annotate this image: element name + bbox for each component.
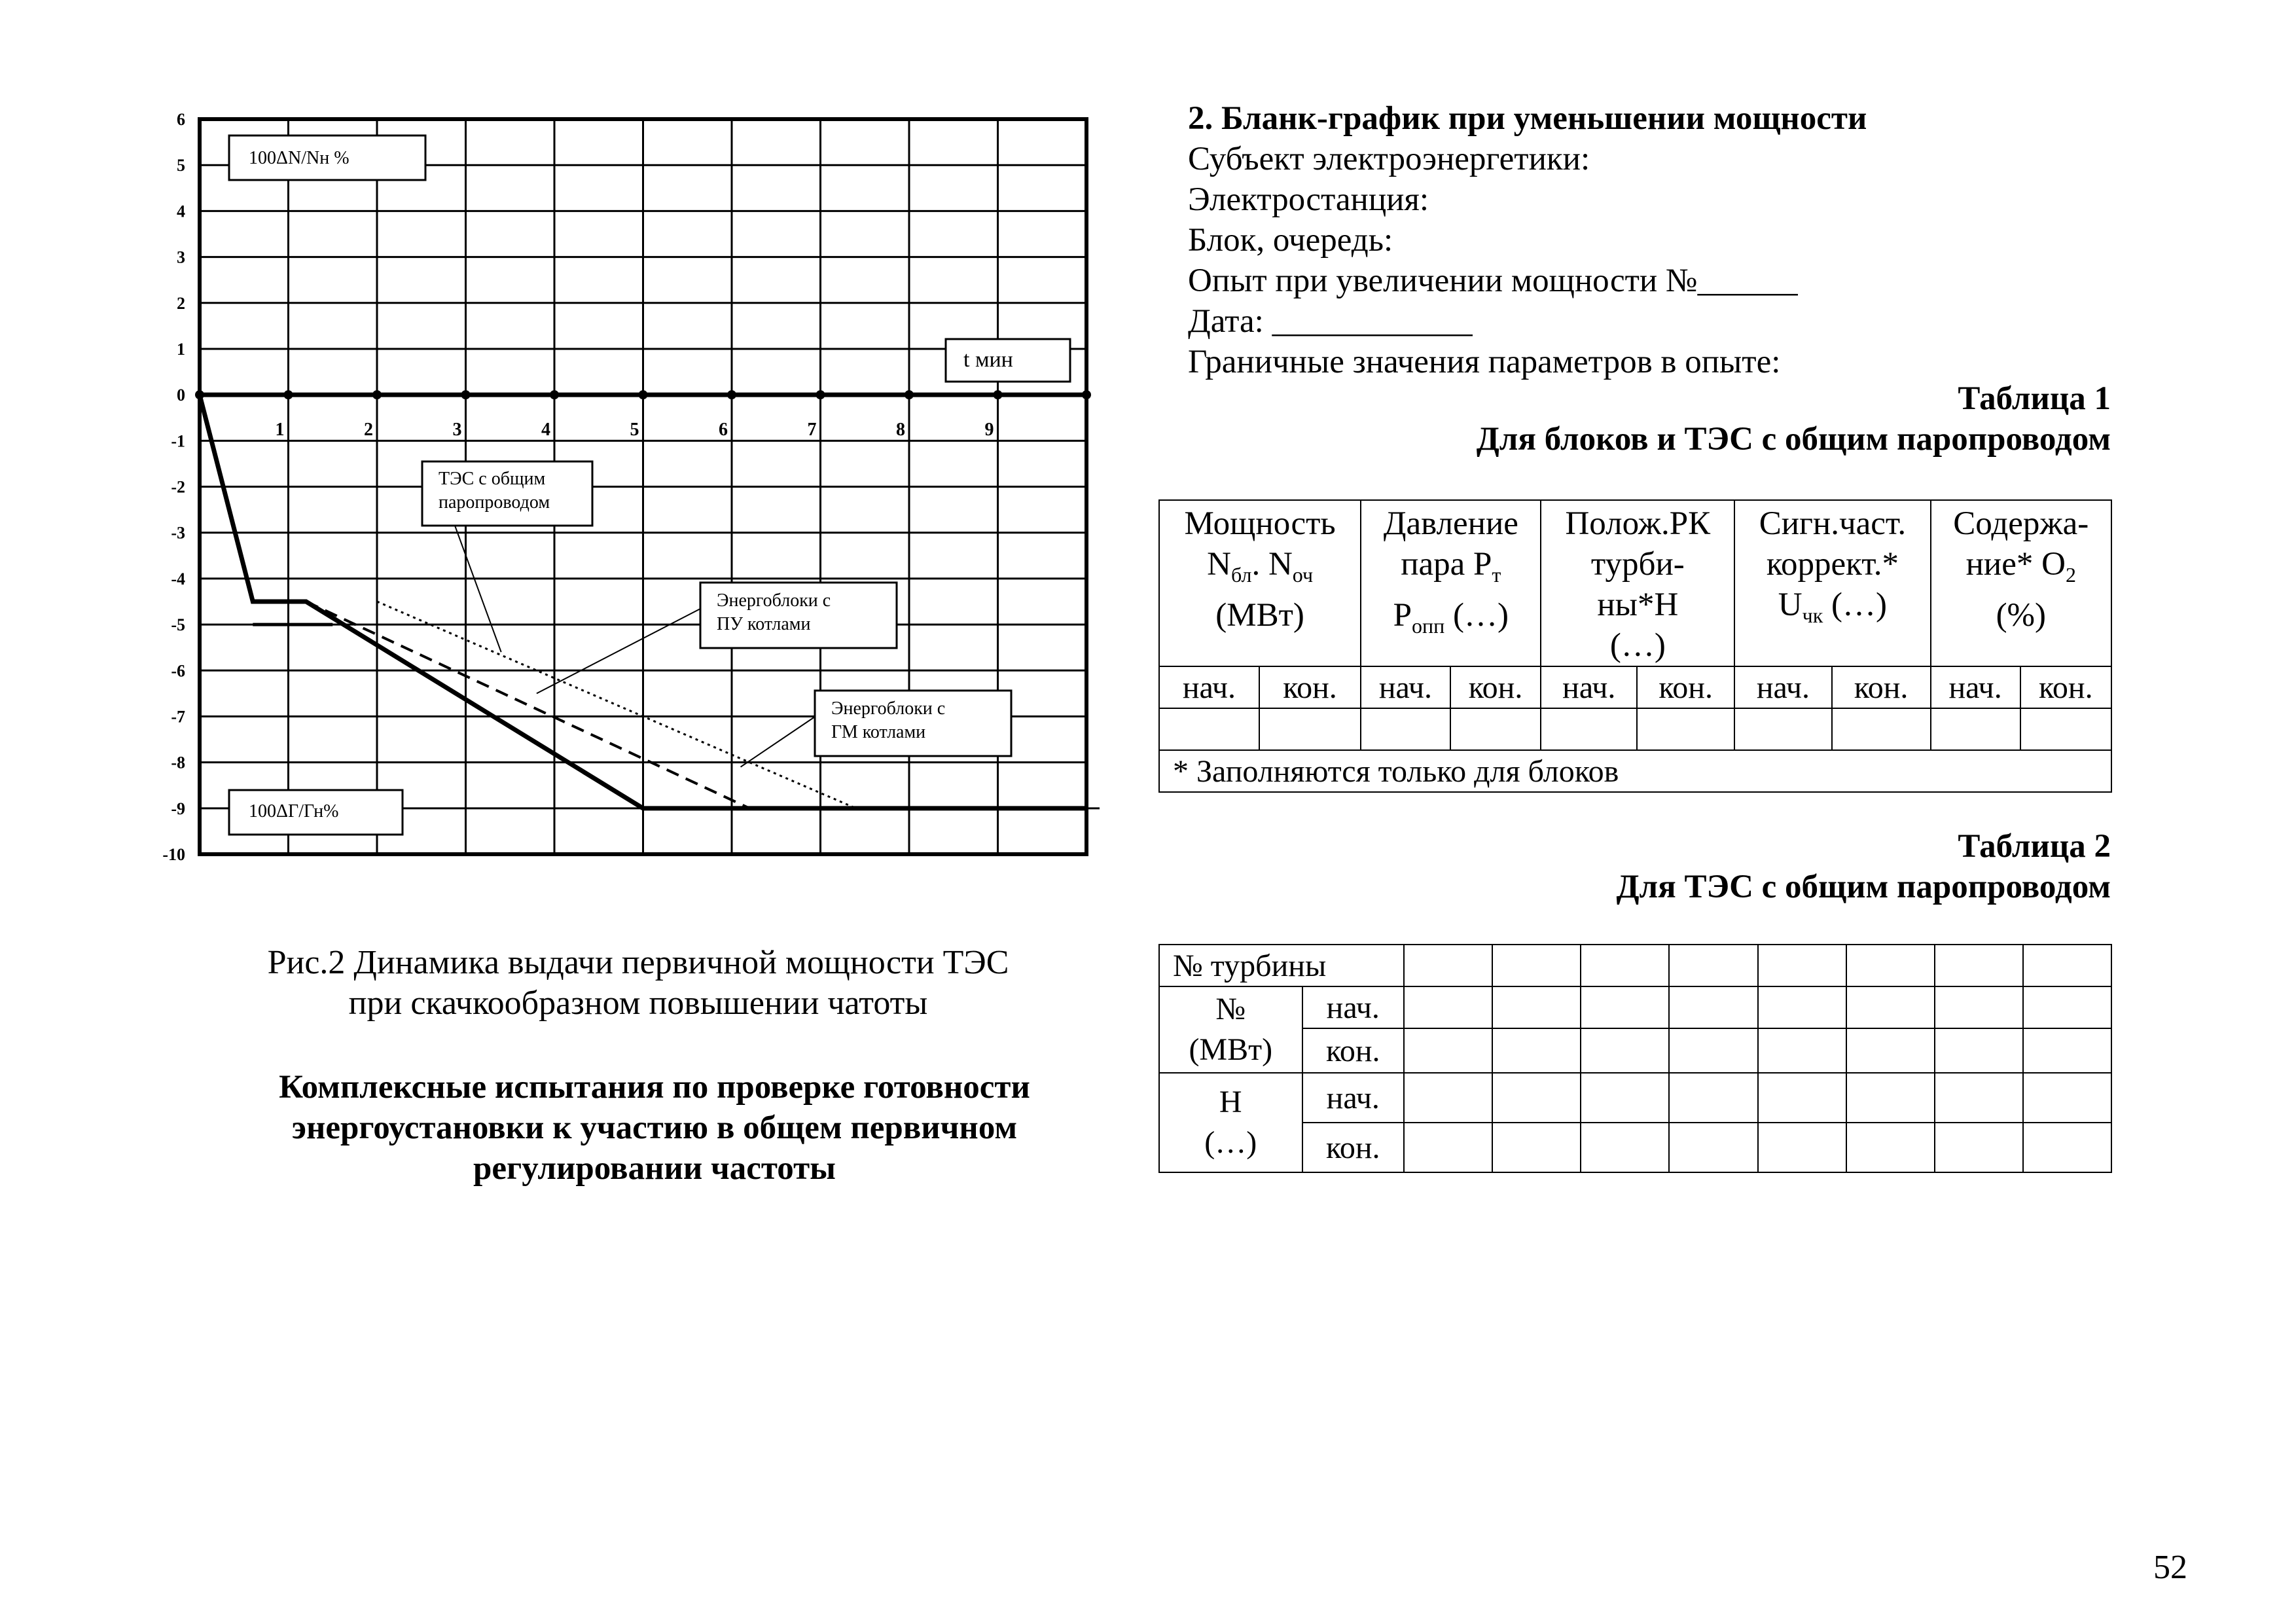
value-cell[interactable] xyxy=(1931,708,2020,750)
start-cell: нач. xyxy=(1931,666,2020,708)
table-footnote: * Заполняются только для блоков xyxy=(1159,750,2111,792)
value-cell[interactable] xyxy=(2023,1123,2111,1172)
caption-line-1: Рис.2 Динамика выдачи первичной мощности ТЭС xyxy=(267,944,1009,981)
y-tick-label: -8 xyxy=(171,753,185,772)
value-cell[interactable] xyxy=(1846,1073,1935,1123)
title-line-1: Комплексные испытания по проверке готовности xyxy=(279,1069,1030,1106)
value-cell[interactable] xyxy=(1935,1028,2023,1073)
y-tick-label: -5 xyxy=(171,615,185,635)
col-oxygen: Содержа- ние* $О_2$ (%) xyxy=(1931,500,2111,666)
value-cell[interactable] xyxy=(1492,986,1581,1028)
x-axis-label: t мин xyxy=(963,348,1013,372)
value-cell[interactable] xyxy=(1404,1073,1492,1123)
axis-dot xyxy=(905,390,914,399)
caption-line-2: при скачкообразном повышении чатоты xyxy=(348,984,928,1022)
title-line-3: регулировании частоты xyxy=(473,1150,836,1187)
top-y-label: 100ΔN/Nн % xyxy=(249,148,350,168)
y-tick-label: 5 xyxy=(177,156,185,175)
value-cell[interactable] xyxy=(1404,986,1492,1028)
y-tick-label: -10 xyxy=(162,845,185,864)
callout-text: ПУ котлами xyxy=(717,614,811,634)
x-tick-label: 2 xyxy=(364,420,373,441)
y-tick-label: 3 xyxy=(177,247,185,267)
start-cell: нач. xyxy=(1361,666,1450,708)
value-cell[interactable] xyxy=(1492,1073,1581,1123)
parameters-table xyxy=(1158,499,2112,793)
axis-dot xyxy=(994,390,1003,399)
value-cell[interactable] xyxy=(1450,708,1541,750)
end-cell: кон. xyxy=(1832,666,1931,708)
x-tick-label: 4 xyxy=(541,420,550,441)
col-power: Мощность $N_{бл}$. $N_{оч}$ (МВт) xyxy=(1159,500,1361,666)
axis-dot xyxy=(639,390,648,399)
col-valve-position: Полож.РК турби- ны*Н (…) xyxy=(1541,500,1734,666)
value-cell[interactable] xyxy=(1669,1028,1757,1073)
table1-title: Для блоков и ТЭС с общим паропроводом xyxy=(1476,421,2111,458)
value-cell[interactable] xyxy=(2023,986,2111,1028)
chart-annotations xyxy=(422,461,1011,767)
h-row-header: Н (…) xyxy=(1159,1073,1302,1172)
value-cell[interactable] xyxy=(1935,945,2023,986)
top-y-label-box xyxy=(229,135,425,180)
x-tick-label: 9 xyxy=(984,420,994,441)
value-cell[interactable] xyxy=(1404,945,1492,986)
station-field: Электростанция: xyxy=(1188,181,1429,218)
unit-field: Блок, очередь: xyxy=(1188,222,1393,259)
power-dynamics-chart xyxy=(131,98,1152,884)
axis-dot xyxy=(461,390,471,399)
axis-dot xyxy=(816,390,825,399)
bottom-y-label: 100ΔГ/Гн% xyxy=(249,801,339,821)
page-number: 52 xyxy=(2153,1549,2187,1586)
entity-field: Субъект электроэнергетики: xyxy=(1188,141,1590,177)
callout-text: ТЭС с общим xyxy=(439,469,546,489)
callout-line xyxy=(455,526,501,652)
value-cell[interactable] xyxy=(1492,945,1581,986)
y-tick-label: -2 xyxy=(171,477,185,497)
callout-text: паропроводом xyxy=(439,492,550,513)
end-cell: кон. xyxy=(1302,1123,1404,1172)
x-tick-label: 5 xyxy=(630,420,639,441)
value-cell[interactable] xyxy=(1669,1073,1757,1123)
bottom-y-label-box xyxy=(229,790,403,835)
end-cell: кон. xyxy=(1637,666,1734,708)
value-cell[interactable] xyxy=(1758,1123,1846,1172)
turbines-table xyxy=(1158,944,2112,1173)
value-cell[interactable] xyxy=(1581,986,1669,1028)
y-tick-label: -9 xyxy=(171,799,185,818)
date-field: Дата: ____________ xyxy=(1188,303,1473,340)
power-row-header: № (МВт) xyxy=(1159,986,1302,1073)
x-tick-label: 6 xyxy=(719,420,728,441)
value-cell[interactable] xyxy=(1404,1123,1492,1172)
value-cell[interactable] xyxy=(1637,708,1734,750)
value-cell[interactable] xyxy=(1846,945,1935,986)
value-cell[interactable] xyxy=(2023,1028,2111,1073)
x-tick-label: 3 xyxy=(452,420,462,441)
value-cell[interactable] xyxy=(1758,1073,1846,1123)
col-frequency-signal: Сигн.част. коррект.* $U_{чк}$ (…) xyxy=(1734,500,1930,666)
value-cell[interactable] xyxy=(1581,1028,1669,1073)
callout-line xyxy=(537,609,700,693)
table2-label: Таблица 2 xyxy=(1958,828,2111,865)
value-cell[interactable] xyxy=(2023,945,2111,986)
value-cell[interactable] xyxy=(1734,708,1831,750)
value-cell[interactable] xyxy=(1846,1028,1935,1073)
value-cell[interactable] xyxy=(1758,986,1846,1028)
section-title xyxy=(196,1067,1113,1189)
end-cell: кон. xyxy=(1302,1028,1404,1073)
callout-text: ГМ котлами xyxy=(831,722,926,742)
table1-label: Таблица 1 xyxy=(1958,380,2111,417)
turbine-number-header: № турбины xyxy=(1159,945,1404,986)
value-cell[interactable] xyxy=(1935,986,2023,1028)
y-tick-labels xyxy=(162,110,185,864)
start-cell: нач. xyxy=(1734,666,1831,708)
value-cell[interactable] xyxy=(1259,708,1361,750)
value-cell[interactable] xyxy=(1832,708,1931,750)
value-cell[interactable] xyxy=(1669,1123,1757,1172)
y-tick-label: -3 xyxy=(171,523,185,543)
y-tick-label: -4 xyxy=(171,569,185,588)
experiment-number-field: Опыт при увеличении мощности №______ xyxy=(1188,262,1798,299)
y-tick-label: 1 xyxy=(177,339,185,359)
callout-text: Энергоблоки с xyxy=(717,590,831,611)
value-cell[interactable] xyxy=(1492,1123,1581,1172)
y-tick-label: -6 xyxy=(171,661,185,681)
axis-dot xyxy=(1082,390,1091,399)
form-header xyxy=(1188,98,2117,382)
x-tick-label: 1 xyxy=(275,420,285,441)
value-cell[interactable] xyxy=(1758,945,1846,986)
x-tick-label: 8 xyxy=(896,420,905,441)
start-cell: нач. xyxy=(1302,1073,1404,1123)
end-cell: кон. xyxy=(2020,666,2111,708)
value-cell[interactable] xyxy=(1492,1028,1581,1073)
axis-dot xyxy=(372,390,382,399)
value-cell[interactable] xyxy=(1846,1123,1935,1172)
axis-dot xyxy=(550,390,559,399)
value-cell[interactable] xyxy=(1846,986,1935,1028)
x-axis-label-box xyxy=(946,339,1070,382)
value-cell[interactable] xyxy=(2020,708,2111,750)
value-cell[interactable] xyxy=(1541,708,1637,750)
axis-dot xyxy=(727,390,736,399)
series-line-2 xyxy=(306,602,750,808)
value-cell[interactable] xyxy=(1361,708,1450,750)
start-cell: нач. xyxy=(1159,666,1259,708)
value-cell[interactable] xyxy=(1159,708,1259,750)
end-cell: кон. xyxy=(1450,666,1541,708)
start-cell: нач. xyxy=(1541,666,1637,708)
callout-line xyxy=(741,717,815,767)
table2-title: Для ТЭС с общим паропроводом xyxy=(1616,869,2111,905)
form-heading: 2. Бланк-график при уменьшении мощности xyxy=(1188,100,1867,137)
x-tick-label: 7 xyxy=(807,420,817,441)
limits-field: Граничные значения параметров в опыте: xyxy=(1188,344,1781,380)
figure-caption xyxy=(196,943,1080,1024)
value-cell[interactable] xyxy=(1669,986,1757,1028)
y-tick-label: -7 xyxy=(171,707,185,727)
y-tick-label: -1 xyxy=(171,431,185,451)
axis-dot xyxy=(284,390,293,399)
value-cell[interactable] xyxy=(1404,1028,1492,1073)
x-tick-labels xyxy=(276,420,994,440)
value-cell[interactable] xyxy=(1935,1123,2023,1172)
start-cell: нач. xyxy=(1302,986,1404,1028)
end-cell: кон. xyxy=(1259,666,1361,708)
value-cell[interactable] xyxy=(1581,1073,1669,1123)
col-pressure: Давление пара $Р_т$ $Р_{опп}$ (…) xyxy=(1361,500,1541,666)
y-tick-label: 0 xyxy=(177,386,185,405)
y-tick-label: 2 xyxy=(177,293,185,313)
value-cell[interactable] xyxy=(1758,1028,1846,1073)
y-tick-label: 6 xyxy=(177,110,185,129)
value-cell[interactable] xyxy=(1669,945,1757,986)
callout-text: Энергоблоки с xyxy=(831,698,946,719)
value-cell[interactable] xyxy=(2023,1073,2111,1123)
value-cell[interactable] xyxy=(1581,1123,1669,1172)
title-line-2: энергоустановки к участию в общем первичном xyxy=(291,1110,1018,1146)
value-cell[interactable] xyxy=(1935,1073,2023,1123)
value-cell[interactable] xyxy=(1581,945,1669,986)
y-tick-label: 4 xyxy=(177,202,185,221)
